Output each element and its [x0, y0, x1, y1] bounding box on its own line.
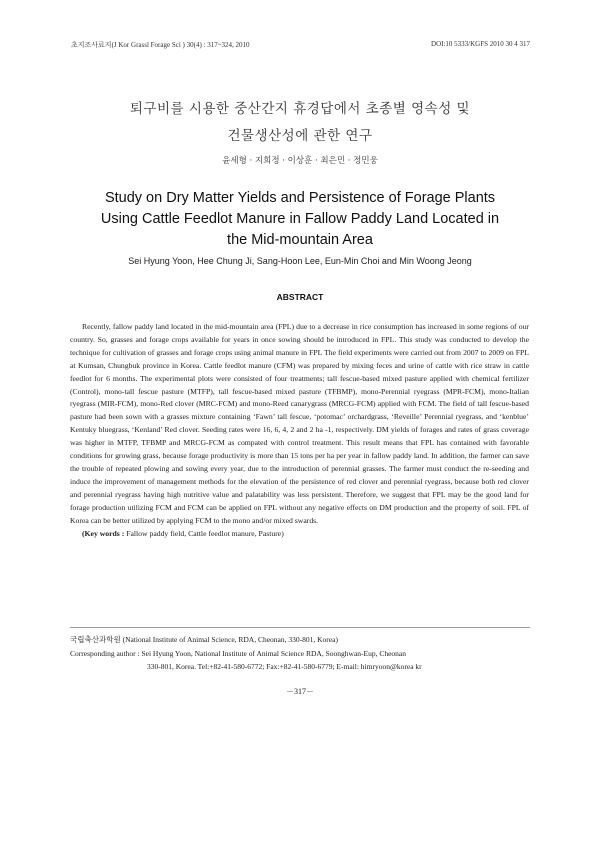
- journal-citation: 초지조사료지(J Kor Grassl Forage Sci ) 30(4) : 317~324, 2010: [71, 41, 250, 49]
- abstract-body: [70, 321, 529, 540]
- keywords: [70, 528, 529, 541]
- english-title-line-3: the Mid-mountain Area: [227, 232, 373, 248]
- keywords-label: (Key words :: [82, 528, 125, 538]
- abstract-text: Recently, fallow paddy land located in the mid-mountain area (FPL) due to a decrease in rice consumption has increased in some regions of our country. So, grasses and forage crops available for years in once sowing should be introduced in FPL. This study was conducted to develop the technique for cultivation of grasses and forage crops using animal manure in FPL The field experiments were carried out from 2007 to 2009 on FPL at Kumsan, Chungbuk province in Korea. Cattle feedlot manure (CFM) was prepared by mixing feces and urine of cattle with rice straw in cattle feedlot for 6 months. The experimental plots were consisted of four treatments; tall fescue-based mixed pasture applied with chemical fertilizer (Control), mono-tall fescue pasture (MTFP), tall fescue-based mixed pasture (TFBMP), mono-Perennial ryegrass (MPR-FCM), mono-Italian ryegrass (MIR-FCM), mono-Red clover (MRC-FCM) and mono-Reed canarygrass (MRCG-FCM) applied with FCM. The field of tall fescue-based pasture had been sown with a grasses mixture containing ‘Fawn’ tall fescue, ‘potomac’ orchardgrass, ‘Reveille’ Perennial ryegrass, and ‘kenblue’ Kentuky bluegrass, ‘Kenland’ Red clover. Seeding rates were 16, 6, 4, 2 and 2 ha -1, respectively. DM yields of forages and rates of grass coverage was higher in MTFP, TFBMP and MRCG-FCM as compated with control treatment. This result means that FPL has contained with favorable conditions for growing grass, because forage productivity is more than 15 tons per ha per year in fallow paddy land. In addition, the farmer can save the trouble of repeated plowing and sowing every year, due to the introduction of perennial grasses. The farmer must conduct the re-seeding and induce the improvement of management methods for the elevation of the persistence of red clover and perennial ryegrass, because both red clover and perennial ryegrass having high nutritive value and palatability was less persistent. Therefore, we suggest that FPL may be the good land for forage production utilizing FCM and FCM can be applied on FPL without any negative effects on DM production and the property of soil. FPL of Korea can be better utilized by applying FCM to the mono and/or mixed swards.: [70, 322, 529, 525]
- abstract-heading: ABSTRACT: [276, 292, 324, 302]
- doi: DOI:10 5333/KGFS 2010 30 4 317: [431, 40, 530, 48]
- corresponding-line-2: 330-801, Korea. Tel:+82-41-580-6772; Fax:+82-41-580-6779; E-mail: himryoon@korea kr: [147, 661, 422, 671]
- corresponding-line-1: Corresponding author : Sei Hyung Yoon, National Institute of Animal Science RDA, Soonghwan-Eup, Cheonan: [70, 649, 407, 658]
- english-title-line-1: Study on Dry Matter Yields and Persistence of Forage Plants: [104, 190, 496, 206]
- keywords-text: Fallow paddy field, Cattle feedlot manure, Pasture): [126, 528, 284, 538]
- korean-authors: 윤세형 · 지희정 · 이상훈 · 최은민 · 정민웅: [222, 156, 378, 166]
- page-number: －317－: [286, 687, 314, 696]
- english-title-line-2: Using Cattle Feedlot Manure in Fallow Paddy Land Located in: [100, 211, 500, 227]
- english-authors: Sei Hyung Yoon, Hee Chung Ji, Sang-Hoon Lee, Eun-Min Choi and Min Woong Jeong: [128, 256, 472, 266]
- corresponding-author: [70, 648, 530, 673]
- korean-title-line-1: 퇴구비를 시용한 중산간지 휴경답에서 초종별 영속성 및: [129, 101, 471, 117]
- affiliation: 국립축산과학원 (National Institute of Animal Science, RDA, Cheonan, 330-801, Korea): [70, 635, 338, 644]
- footnote-divider: [70, 627, 530, 628]
- korean-title-line-2: 건물생산성에 관한 연구: [227, 128, 373, 144]
